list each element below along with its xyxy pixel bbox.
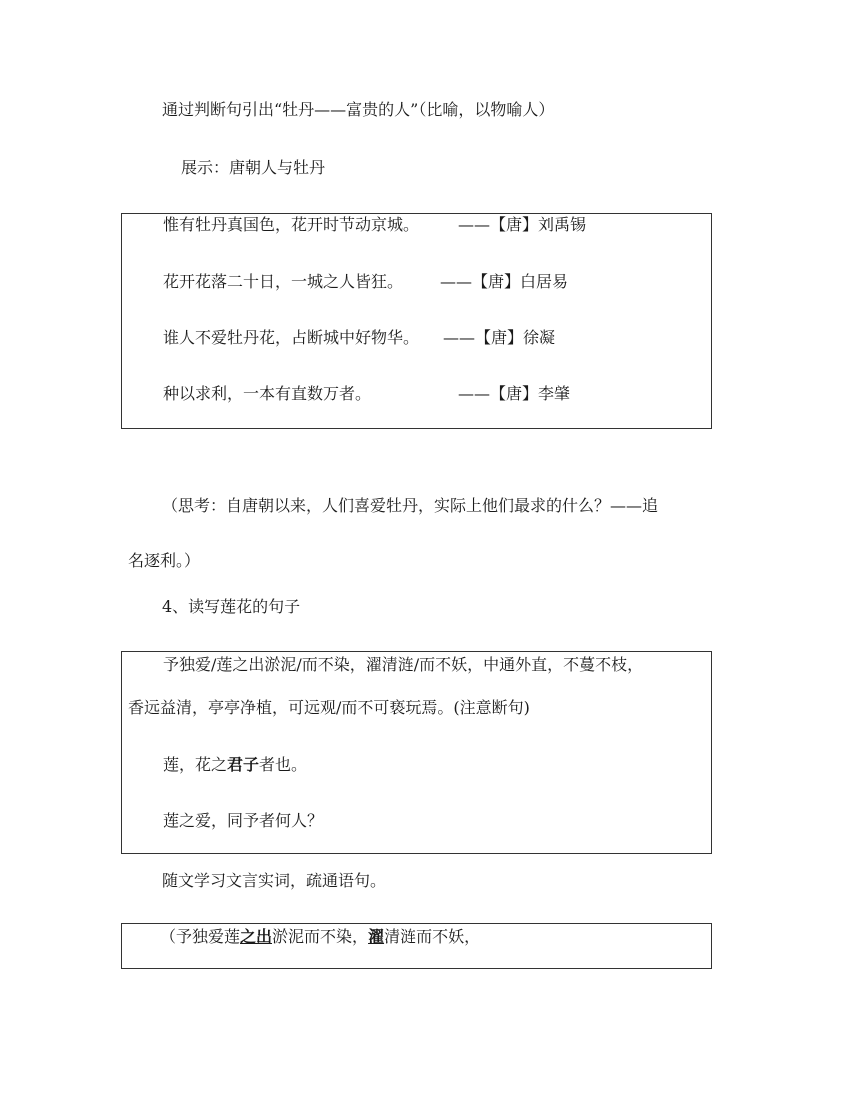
poem-line-3: 谁人不爱牡丹花，占断城中好物华。 [163, 328, 420, 347]
poem-line-4: 种以求利，一本有直数万者。 [163, 384, 372, 403]
lotus-line-2: 香远益清，亭亭净植，可远观/而不可亵玩焉。(注意断句) [128, 698, 530, 717]
study-q-post: 清涟而不妖， [384, 927, 481, 946]
lotus-line-3 [163, 755, 307, 775]
poem-citation-4: ——【唐】李肇 [458, 384, 571, 403]
lotus-line-3-bold: 君子 [227, 755, 260, 774]
lotus-line-3-pre: 莲，花之 [163, 755, 228, 774]
poem-line-1: 惟有牡丹真国色，花开时节动京城。 [163, 215, 420, 234]
poem-citation-1: ——【唐】刘禹锡 [458, 215, 587, 234]
study-q-pre: （予独爱莲 [160, 927, 241, 946]
study-q-mid: 淤泥而不染， [272, 927, 369, 946]
study-q-underline-2: 濯 [368, 927, 385, 946]
think-line-1: （思考：自唐朝以来，人们喜爱牡丹，实际上他们最求的什么？——追 [162, 496, 659, 515]
study-q-underline-1: 之出 [240, 927, 273, 946]
study-instruction: 随文学习文言实词，疏通语句。 [162, 871, 387, 890]
show-heading: 展示：唐朝人与牡丹 [181, 158, 326, 177]
poem-citation-2: ——【唐】白居易 [440, 272, 569, 291]
lotus-line-3-post: 者也。 [259, 755, 308, 774]
study-question [160, 927, 480, 947]
lotus-line-4: 莲之爱，同予者何人？ [163, 811, 324, 830]
judgment-sentence: 通过判断句引出“牡丹——富贵的人”（比喻，以物喻人） [162, 100, 555, 119]
poem-citation-3: ——【唐】徐凝 [443, 328, 556, 347]
think-line-2: 名逐利。） [128, 551, 201, 570]
poem-line-2: 花开花落二十日，一城之人皆狂。 [163, 272, 404, 291]
section-4-heading: 4、读写莲花的句子 [162, 597, 301, 616]
lotus-line-1: 予独爱/莲之出淤泥/而不染，濯清涟/而不妖，中通外直，不蔓不枝， [163, 655, 644, 674]
